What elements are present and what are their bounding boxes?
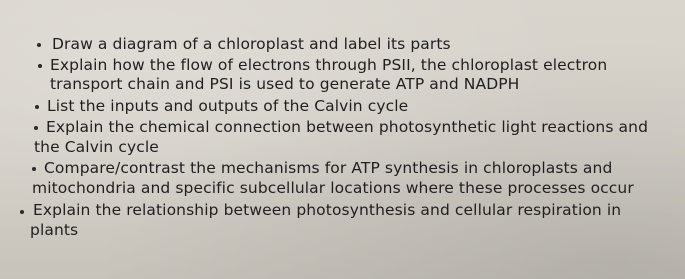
bullet-icon <box>38 64 42 68</box>
list-item-text: plants <box>30 221 79 239</box>
list-item-text: Explain the chemical connection between photosynthetic light reactions and <box>46 118 649 136</box>
list-item-text: mitochondria and specific subcellular locations where these processes occur <box>32 179 634 197</box>
bullet-icon <box>20 210 24 214</box>
bullet-icon <box>35 105 39 109</box>
list-item-text: Draw a diagram of a chloroplast and label its parts <box>52 35 451 53</box>
bullet-icon <box>37 43 41 47</box>
list-item-text: the Calvin cycle <box>34 138 159 156</box>
list-item-text: Explain how the flow of electrons through PSII, the chloroplast electron <box>50 56 608 74</box>
list-item-text: Compare/contrast the mechanisms for ATP synthesis in chloroplasts and <box>44 159 613 177</box>
list-item-text: List the inputs and outputs of the Calvin cycle <box>47 97 409 115</box>
list-item-text: Explain the relationship between photosynthesis and cellular respiration in <box>33 201 622 219</box>
bullet-icon <box>34 126 38 130</box>
bullet-icon <box>32 167 36 171</box>
list-item-text: transport chain and PSI is used to generate ATP and NADPH <box>50 75 520 93</box>
